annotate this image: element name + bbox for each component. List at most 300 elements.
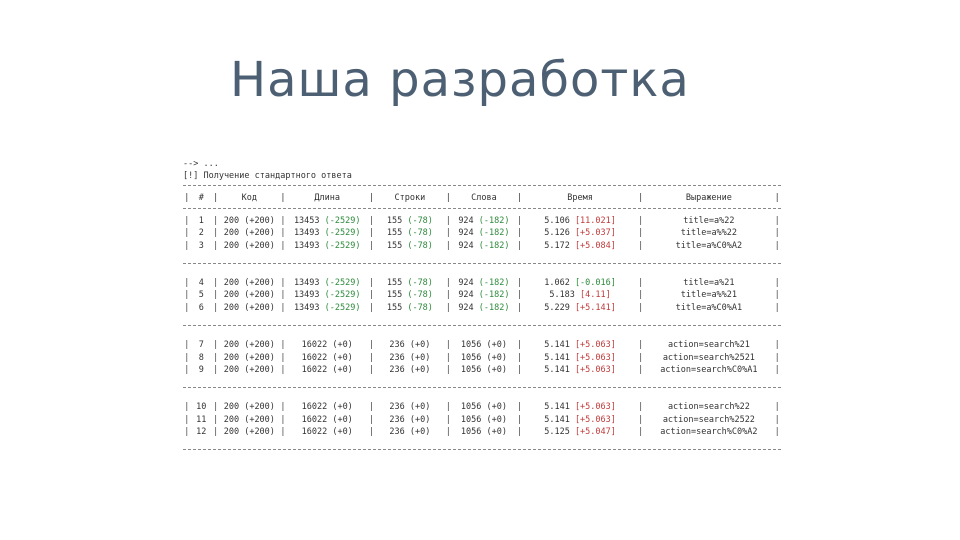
column-separator: | [184, 277, 190, 288]
length-value: 13493 [293, 290, 320, 301]
cell-lines [375, 215, 444, 228]
header-lines: Строки [394, 193, 426, 203]
lines-value: 155 [386, 215, 403, 226]
length-delta: (-2529) [324, 228, 361, 239]
cell-status-code [220, 302, 280, 315]
table-row [183, 401, 781, 414]
time-value: 5.141 [544, 414, 570, 425]
cell-time [523, 240, 636, 253]
expression-value: title=a%C0%A1 [675, 303, 743, 314]
column-separator: | [280, 228, 286, 239]
column-separator: | [184, 401, 190, 412]
cell-length [287, 289, 368, 302]
table-row [183, 352, 781, 365]
length-value: 13493 [293, 303, 320, 314]
time-delta: [-0.016] [574, 277, 616, 288]
divider [183, 325, 781, 332]
column-separator: | [213, 365, 219, 376]
row-number-value: 5 [198, 290, 204, 301]
column-separator: | [516, 339, 523, 350]
result-groups [183, 215, 781, 456]
words-delta: (-182) [478, 241, 510, 252]
lines-delta: (-78) [407, 215, 433, 226]
column-separator: | [516, 401, 523, 412]
column-separator: | [516, 414, 523, 425]
row-number-value: 10 [196, 401, 207, 412]
cell-time [523, 352, 636, 365]
column-separator: | [445, 414, 451, 425]
cell-expression [644, 401, 773, 414]
row-number-value: 1 [198, 215, 204, 226]
column-separator: | [445, 228, 451, 239]
table-row [183, 426, 781, 439]
table-row [183, 414, 781, 427]
time-delta: [+5.141] [574, 303, 616, 314]
cell-words [452, 302, 515, 315]
cell-expression [644, 352, 773, 365]
column-separator: | [280, 414, 286, 425]
words-value: 1056 [460, 427, 482, 438]
column-separator: | [445, 290, 451, 301]
column-separator: | [774, 228, 780, 239]
cell-time [523, 401, 636, 414]
length-delta: (+0) [332, 401, 353, 412]
header-number: # [198, 193, 204, 203]
column-separator: | [774, 365, 780, 376]
cell-expression [644, 277, 773, 290]
time-delta: [4.11] [580, 290, 611, 301]
lines-delta: (+0) [409, 352, 431, 363]
cell-lines [375, 277, 444, 290]
column-separator: | [213, 228, 219, 239]
column-separator: | [280, 215, 286, 226]
row-number-value: 12 [196, 427, 207, 438]
column-separator: | [445, 215, 451, 226]
time-value: 5.172 [544, 241, 570, 252]
column-separator: | [445, 401, 451, 412]
cell-lines [375, 302, 444, 315]
lines-delta: (-78) [407, 277, 433, 288]
column-separator: | [774, 401, 780, 412]
time-value: 5.126 [544, 228, 570, 239]
cell-words [452, 339, 515, 352]
lines-delta: (-78) [407, 290, 433, 301]
column-separator: | [213, 241, 219, 252]
length-delta: (-2529) [324, 241, 361, 252]
column-separator: | [774, 427, 780, 438]
words-value: 924 [458, 303, 474, 314]
column-separator: | [638, 352, 644, 363]
words-value: 1056 [460, 365, 482, 376]
row-number-value: 9 [198, 365, 204, 376]
column-separator: | [445, 277, 451, 288]
column-separator: | [774, 277, 780, 288]
length-value: 16022 [301, 365, 328, 376]
divider [183, 185, 781, 192]
row-number-value: 2 [198, 228, 204, 239]
column-separator: | [774, 303, 780, 314]
lines-value: 236 [389, 414, 405, 425]
column-separator: | [184, 241, 190, 252]
column-separator: | [280, 427, 286, 438]
cell-time [523, 339, 636, 352]
length-value: 16022 [301, 401, 328, 412]
column-separator: | [516, 215, 523, 226]
words-delta: (+0) [486, 401, 507, 412]
divider [183, 208, 781, 215]
divider [183, 263, 781, 270]
time-delta: [+5.037] [574, 228, 616, 239]
cell-status-code [220, 277, 280, 290]
cell-length [287, 339, 368, 352]
cell-row-number [191, 302, 212, 315]
status-code-value: 200 (+200) [223, 339, 275, 350]
column-separator: | [774, 241, 780, 252]
status-code-value: 200 (+200) [223, 401, 275, 412]
table-row [183, 240, 781, 253]
cell-status-code [220, 289, 280, 302]
column-separator: | [516, 277, 523, 288]
cell-words [452, 277, 515, 290]
cell-expression [644, 364, 773, 377]
time-delta: [+5.047] [574, 427, 616, 438]
cell-row-number [191, 240, 212, 253]
time-value: 5.141 [544, 401, 570, 412]
table-row [183, 364, 781, 377]
cell-length [287, 302, 368, 315]
column-separator: | [213, 290, 219, 301]
time-delta: [+5.063] [574, 365, 616, 376]
console-output [183, 158, 781, 456]
lines-delta: (+0) [409, 401, 431, 412]
time-delta: [+5.063] [574, 339, 616, 350]
column-separator: | [368, 339, 374, 350]
column-separator: | [638, 401, 644, 412]
cell-words [452, 401, 515, 414]
cell-expression [644, 302, 773, 315]
column-separator: | [280, 352, 286, 363]
column-separator: | [445, 427, 451, 438]
column-separator: | [638, 277, 644, 288]
status-code-value: 200 (+200) [223, 277, 275, 288]
expression-value: title=a%22 [683, 215, 735, 226]
table-header: | # | Код | Длина | Строки | Слова | Время | Выражение | [184, 193, 780, 203]
lines-value: 155 [386, 228, 403, 239]
cell-row-number [191, 414, 212, 427]
cell-length [287, 364, 368, 377]
cell-row-number [191, 364, 212, 377]
words-delta: (-182) [478, 277, 510, 288]
cell-time [523, 426, 636, 439]
table-row [183, 215, 781, 228]
header-time: Время [567, 193, 593, 203]
cell-length [287, 227, 368, 240]
lines-delta: (-78) [407, 241, 433, 252]
cell-lines [375, 364, 444, 377]
cell-status-code [220, 364, 280, 377]
column-separator: | [368, 427, 374, 438]
length-value: 16022 [301, 427, 328, 438]
cell-words [452, 352, 515, 365]
column-separator: | [516, 352, 523, 363]
column-separator: | [368, 365, 374, 376]
cell-words [452, 240, 515, 253]
cell-lines [375, 289, 444, 302]
lines-value: 236 [389, 352, 405, 363]
cell-row-number [191, 401, 212, 414]
expression-value: title=a%C0%A2 [675, 241, 743, 252]
cell-status-code [220, 414, 280, 427]
lines-value: 236 [389, 365, 405, 376]
column-separator: | [774, 414, 780, 425]
length-delta: (+0) [332, 427, 353, 438]
cell-time [523, 414, 636, 427]
length-value: 16022 [301, 339, 328, 350]
cell-status-code [220, 240, 280, 253]
lines-value: 236 [389, 427, 405, 438]
cell-expression [644, 426, 773, 439]
column-separator: | [213, 401, 219, 412]
time-value: 5.229 [544, 303, 570, 314]
column-separator: | [516, 241, 523, 252]
words-delta: (-182) [478, 228, 510, 239]
lines-value: 236 [389, 401, 405, 412]
cell-time [523, 289, 636, 302]
time-value: 5.106 [544, 215, 570, 226]
cell-lines [375, 240, 444, 253]
table-row [183, 339, 781, 352]
length-delta: (-2529) [324, 215, 361, 226]
column-separator: | [213, 277, 219, 288]
cell-expression [644, 339, 773, 352]
cell-words [452, 414, 515, 427]
status-code-value: 200 (+200) [223, 365, 275, 376]
cell-length [287, 414, 368, 427]
column-separator: | [516, 365, 523, 376]
lines-delta: (-78) [407, 228, 433, 239]
time-delta: [+5.063] [574, 352, 616, 363]
length-value: 16022 [301, 352, 328, 363]
column-separator: | [638, 427, 644, 438]
words-delta: (+0) [486, 352, 507, 363]
status-code-value: 200 (+200) [223, 427, 275, 438]
column-separator: | [280, 241, 286, 252]
cell-lines [375, 426, 444, 439]
length-value: 13493 [293, 277, 320, 288]
expression-value: title=a%21 [683, 277, 735, 288]
column-separator: | [368, 215, 374, 226]
column-separator: | [638, 290, 644, 301]
time-delta: [+5.084] [574, 241, 616, 252]
column-separator: | [184, 339, 190, 350]
cut-line: --> ... [183, 159, 219, 169]
time-delta: [11.021] [574, 215, 616, 226]
cell-length [287, 426, 368, 439]
table-row [183, 227, 781, 240]
lines-delta: (+0) [409, 365, 431, 376]
row-number-value: 4 [198, 277, 204, 288]
cell-lines [375, 339, 444, 352]
header-words: Слова [471, 193, 497, 203]
column-separator: | [213, 427, 219, 438]
column-separator: | [213, 215, 219, 226]
words-delta: (-182) [478, 303, 510, 314]
cell-time [523, 215, 636, 228]
column-separator: | [213, 303, 219, 314]
cell-lines [375, 227, 444, 240]
cell-row-number [191, 352, 212, 365]
words-value: 924 [458, 215, 474, 226]
status-code-value: 200 (+200) [223, 215, 275, 226]
cell-expression [644, 414, 773, 427]
lines-value: 155 [386, 241, 403, 252]
time-delta: [+5.063] [574, 414, 616, 425]
cell-length [287, 215, 368, 228]
words-value: 1056 [460, 352, 482, 363]
length-delta: (-2529) [324, 290, 361, 301]
length-value: 13453 [293, 215, 320, 226]
cell-words [452, 227, 515, 240]
cell-length [287, 352, 368, 365]
slide-title: Наша разработка [230, 52, 690, 108]
divider [183, 449, 781, 456]
column-separator: | [516, 427, 523, 438]
header-expression: Выражение [685, 193, 732, 203]
cell-row-number [191, 289, 212, 302]
column-separator: | [280, 303, 286, 314]
column-separator: | [184, 365, 190, 376]
status-code-value: 200 (+200) [223, 303, 275, 314]
cell-length [287, 240, 368, 253]
expression-value: action=search%22 [667, 401, 750, 412]
cell-words [452, 426, 515, 439]
words-delta: (+0) [486, 427, 507, 438]
cell-expression [644, 215, 773, 228]
column-separator: | [184, 228, 190, 239]
column-separator: | [445, 339, 451, 350]
cell-expression [644, 227, 773, 240]
words-value: 924 [458, 290, 474, 301]
row-number-value: 8 [198, 352, 204, 363]
time-value: 5.141 [544, 365, 570, 376]
lines-value: 155 [386, 277, 403, 288]
status-code-value: 200 (+200) [223, 414, 275, 425]
column-separator: | [368, 277, 374, 288]
expression-value: title=a%%22 [680, 228, 738, 239]
column-separator: | [213, 339, 219, 350]
words-delta: (+0) [486, 365, 507, 376]
cell-row-number [191, 426, 212, 439]
cell-lines [375, 401, 444, 414]
words-delta: (-182) [478, 290, 510, 301]
cell-words [452, 364, 515, 377]
column-separator: | [774, 290, 780, 301]
length-delta: (+0) [332, 352, 353, 363]
column-separator: | [184, 427, 190, 438]
cell-row-number [191, 339, 212, 352]
cell-words [452, 215, 515, 228]
time-value: 5.141 [544, 339, 570, 350]
column-separator: | [516, 290, 523, 301]
time-value: 5.141 [544, 352, 570, 363]
column-separator: | [638, 414, 644, 425]
row-number-value: 7 [198, 339, 204, 350]
column-separator: | [445, 303, 451, 314]
time-delta: [+5.063] [574, 401, 616, 412]
column-separator: | [774, 352, 780, 363]
status-code-value: 200 (+200) [223, 290, 275, 301]
words-value: 1056 [460, 414, 482, 425]
lines-delta: (+0) [409, 339, 431, 350]
expression-value: title=a%%21 [680, 290, 738, 301]
length-delta: (+0) [332, 365, 353, 376]
cell-expression [644, 289, 773, 302]
column-separator: | [638, 228, 644, 239]
column-separator: | [638, 303, 644, 314]
column-separator: | [280, 401, 286, 412]
lines-delta: (-78) [407, 303, 433, 314]
cell-words [452, 289, 515, 302]
cell-row-number [191, 227, 212, 240]
table-row [183, 289, 781, 302]
column-separator: | [184, 215, 190, 226]
cell-time [523, 277, 636, 290]
table-row [183, 277, 781, 290]
row-number-value: 3 [198, 241, 204, 252]
words-delta: (+0) [486, 339, 507, 350]
time-value: 5.183 [549, 290, 575, 301]
lines-delta: (+0) [409, 427, 431, 438]
words-delta: (+0) [486, 414, 507, 425]
cell-time [523, 227, 636, 240]
column-separator: | [184, 303, 190, 314]
column-separator: | [774, 215, 780, 226]
expression-value: action=search%2522 [662, 414, 755, 425]
length-value: 13493 [293, 228, 320, 239]
expression-value: action=search%C0%A2 [660, 427, 758, 438]
column-separator: | [368, 352, 374, 363]
header-length: Длина [314, 193, 340, 203]
length-delta: (-2529) [324, 277, 361, 288]
column-separator: | [213, 414, 219, 425]
cell-length [287, 401, 368, 414]
cell-status-code [220, 215, 280, 228]
column-separator: | [184, 290, 190, 301]
column-separator: | [368, 401, 374, 412]
column-separator: | [280, 277, 286, 288]
column-separator: | [184, 414, 190, 425]
column-separator: | [516, 303, 523, 314]
column-separator: | [638, 339, 644, 350]
lines-delta: (+0) [409, 414, 431, 425]
column-separator: | [516, 228, 523, 239]
words-delta: (-182) [478, 215, 510, 226]
column-separator: | [280, 290, 286, 301]
length-delta: (+0) [332, 414, 353, 425]
column-separator: | [213, 352, 219, 363]
expression-value: action=search%2521 [662, 352, 755, 363]
column-separator: | [445, 365, 451, 376]
row-number-value: 6 [198, 303, 204, 314]
length-delta: (+0) [332, 339, 353, 350]
lines-value: 236 [389, 339, 405, 350]
words-value: 924 [458, 228, 474, 239]
words-value: 1056 [460, 401, 482, 412]
cell-time [523, 364, 636, 377]
row-number-value: 11 [196, 414, 207, 425]
column-separator: | [368, 228, 374, 239]
status-code-value: 200 (+200) [223, 352, 275, 363]
